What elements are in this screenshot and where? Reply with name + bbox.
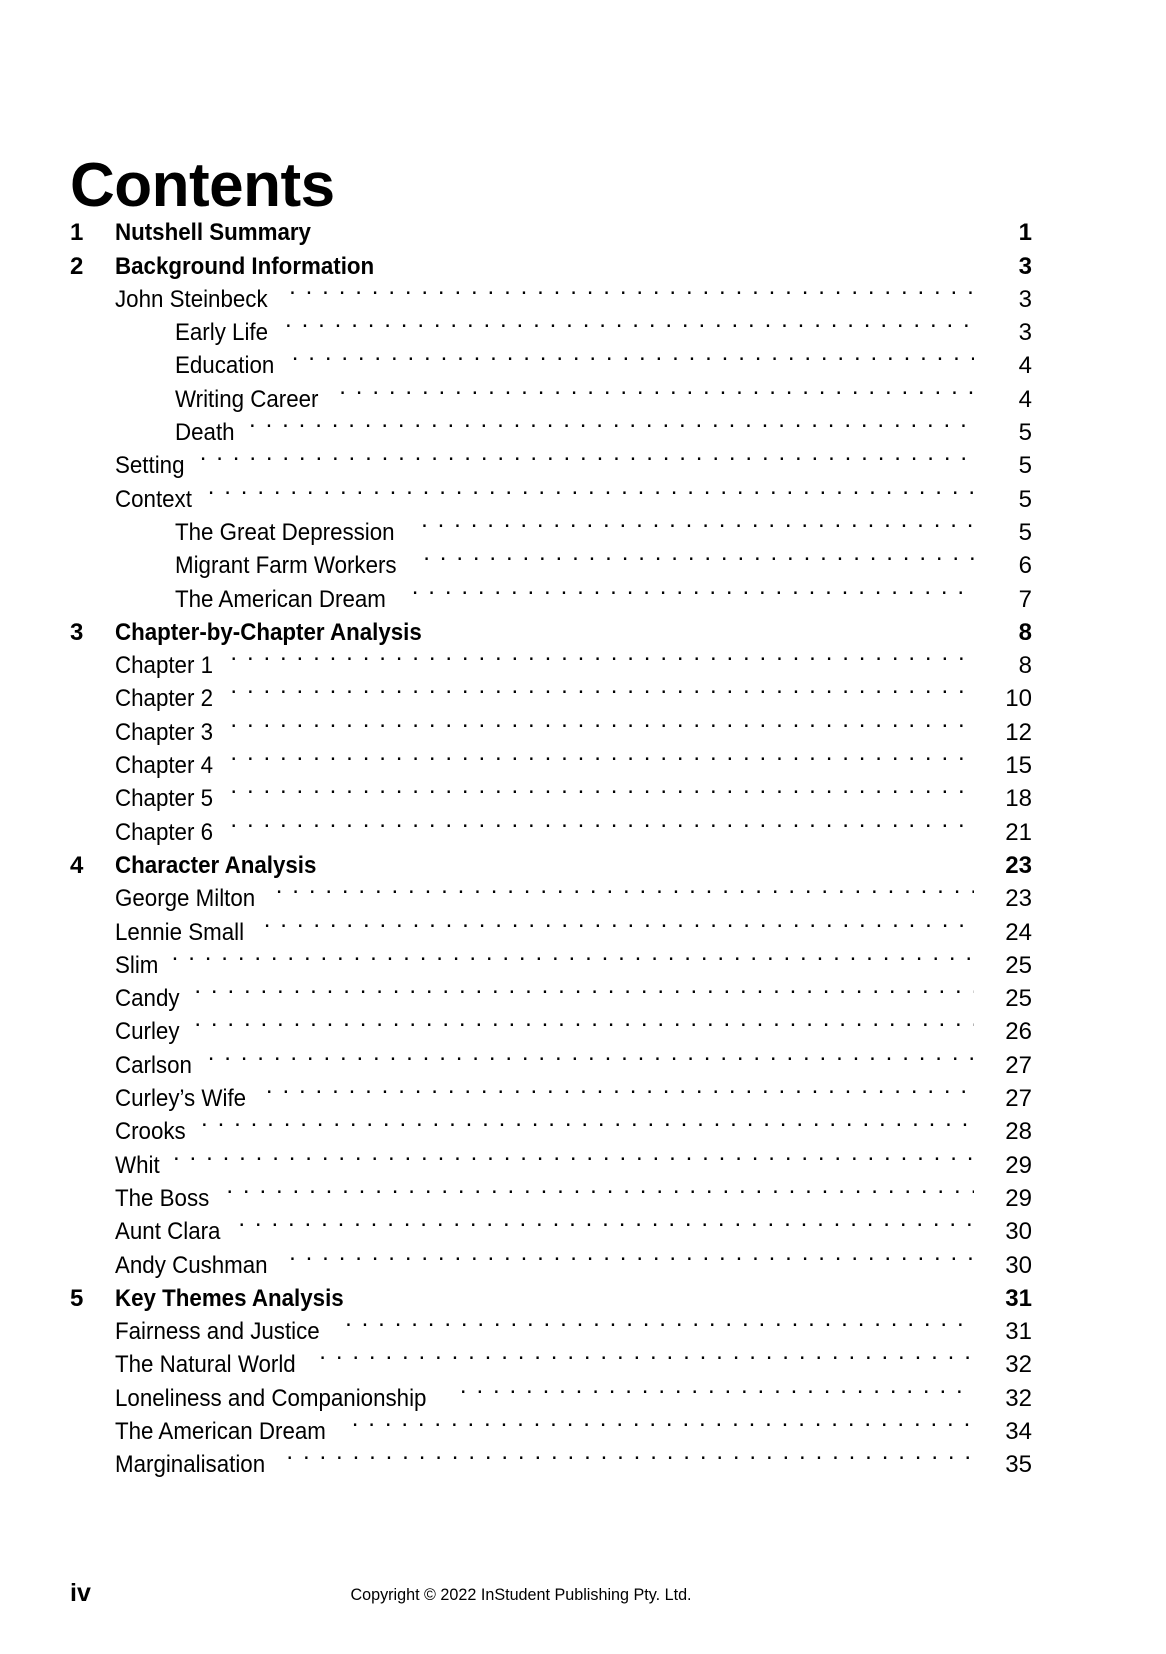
toc-entry-number: 3 [70, 618, 84, 646]
toc-entry-label: Character Analysis [115, 851, 317, 879]
toc-entry-label: Chapter 4 [115, 752, 214, 780]
toc-entry-page-number: 30 [1005, 1218, 1032, 1246]
toc-entry[interactable] [70, 940, 1032, 979]
toc-entry-label: Chapter 3 [115, 718, 214, 746]
toc-entry-page-number: 34 [1005, 1417, 1032, 1445]
toc-dot-leader [423, 540, 974, 573]
toc-entry-label: Slim [115, 951, 159, 979]
toc-entry-page-number: 31 [1005, 1318, 1032, 1346]
toc-entry-page-number: 4 [1018, 385, 1032, 413]
toc-dot-leader [230, 640, 974, 673]
toc-entry-page-number: 4 [1018, 352, 1032, 380]
toc-entry-label: Aunt Clara [115, 1218, 221, 1246]
toc-entry-page-number: 12 [1005, 718, 1032, 746]
toc-entry-number: 4 [70, 851, 84, 879]
toc-entry-label: Chapter-by-Chapter Analysis [115, 618, 422, 646]
toc-entry-page-number: 7 [1018, 585, 1032, 613]
toc-entry-label: Key Themes Analysis [115, 1284, 344, 1312]
toc-entry[interactable] [70, 1073, 1032, 1113]
toc-entry-label: The American Dream [115, 1417, 326, 1445]
toc-dot-leader [336, 207, 974, 240]
toc-entry-label: Early Life [175, 319, 269, 347]
toc-entry-label: Chapter 2 [115, 685, 214, 713]
toc-dot-leader [421, 507, 974, 540]
folio-page-number: iv [70, 1579, 91, 1607]
toc-entry-page-number: 31 [1005, 1284, 1032, 1312]
toc-entry-page-number: 32 [1005, 1351, 1032, 1379]
toc-dot-leader [201, 1106, 974, 1139]
toc-entry-label: Education [175, 352, 275, 380]
toc-entry-label: The Natural World [115, 1351, 296, 1379]
toc-dot-leader [292, 340, 974, 373]
toc-entry-page-number: 3 [1018, 319, 1032, 347]
toc-entry-label: Context [115, 485, 192, 513]
toc-dot-leader [266, 1073, 974, 1106]
toc-dot-leader [230, 773, 974, 806]
toc-dot-leader [208, 1039, 974, 1072]
toc-entry-label: Chapter 5 [115, 785, 214, 813]
toc-entry-page-number: 24 [1005, 918, 1032, 946]
toc-dot-leader [342, 840, 974, 873]
toc-entry[interactable] [70, 806, 1032, 846]
toc-entry-page-number: 8 [1018, 618, 1032, 646]
toc-dot-leader [194, 1006, 974, 1039]
toc-dot-leader [173, 1139, 974, 1172]
toc-entry-page-number: 32 [1005, 1384, 1032, 1412]
toc-dot-leader [249, 407, 974, 440]
toc-dot-leader [194, 973, 974, 1006]
toc-entry[interactable] [70, 1006, 1032, 1046]
toc-entry-page-number: 6 [1018, 552, 1032, 580]
toc-entry-page-number: 23 [1005, 851, 1032, 879]
toc-dot-leader [264, 906, 974, 939]
toc-entry-page-number: 25 [1005, 985, 1032, 1013]
toc-entry-page-number: 3 [1018, 252, 1032, 280]
toc-dot-leader [371, 1273, 974, 1306]
toc-entry-page-number: 26 [1005, 1018, 1032, 1046]
toc-entry[interactable] [70, 207, 1032, 247]
toc-entry[interactable] [70, 673, 1032, 713]
toc-dot-leader [404, 240, 974, 273]
toc-entry-label: Curley’s Wife [115, 1085, 247, 1113]
toc-dot-leader [230, 740, 974, 773]
toc-entry-page-number: 27 [1005, 1085, 1032, 1113]
copyright-notice: Copyright © 2022 InStudent Publishing Pty. Ltd. [350, 1585, 692, 1604]
toc-entry-label: Candy [115, 985, 180, 1013]
toc-entry-label: Chapter 6 [115, 818, 214, 846]
toc-entry-page-number: 23 [1005, 885, 1032, 913]
toc-dot-leader [352, 1406, 974, 1439]
toc-entry[interactable] [70, 1206, 1032, 1246]
toc-entry[interactable] [70, 507, 1032, 546]
toc-entry[interactable] [70, 1106, 1032, 1146]
toc-entry-page-number: 10 [1005, 685, 1032, 713]
toc-entry[interactable] [70, 840, 1032, 879]
toc-entry-label: Writing Career [175, 385, 319, 413]
toc-entry-page-number: 5 [1018, 518, 1032, 546]
toc-entry-label: Background Information [115, 252, 375, 280]
toc-entry-page-number: 21 [1005, 818, 1032, 846]
toc-entry-label: Whit [115, 1151, 160, 1179]
toc-entry-page-number: 30 [1005, 1251, 1032, 1279]
toc-entry-page-number: 29 [1005, 1151, 1032, 1179]
toc-entry-page-number: 1 [1018, 219, 1032, 247]
toc-entry-label: John Steinbeck [115, 285, 268, 313]
toc-entry-page-number: 27 [1005, 1051, 1032, 1079]
toc-entry[interactable] [70, 773, 1032, 813]
toc-entry-label: Crooks [115, 1118, 186, 1146]
toc-entry-label: Death [175, 419, 235, 447]
toc-entry-label: The Great Depression [175, 518, 395, 546]
toc-entry[interactable] [70, 740, 1032, 780]
toc-entry-page-number: 8 [1018, 652, 1032, 680]
toc-entry-page-number: 5 [1018, 452, 1032, 480]
toc-dot-leader [460, 1372, 974, 1405]
toc-dot-leader [230, 706, 974, 739]
toc-entry-label: Loneliness and Companionship [115, 1384, 427, 1412]
toc-dot-leader [339, 373, 974, 406]
toc-entry[interactable] [70, 706, 1032, 746]
toc-dot-leader [238, 1206, 974, 1239]
toc-entry-number: 5 [70, 1284, 84, 1312]
toc-entry-label: The Boss [115, 1184, 210, 1212]
toc-entry-page-number: 35 [1005, 1451, 1032, 1479]
toc-entry-page-number: 18 [1005, 785, 1032, 813]
toc-entry-page-number: 28 [1005, 1118, 1032, 1146]
toc-entry-page-number: 3 [1018, 285, 1032, 313]
toc-dot-leader [226, 1173, 974, 1206]
toc-entry-label: Nutshell Summary [115, 219, 311, 247]
toc-entry-label: Setting [115, 452, 185, 480]
toc-dot-leader [286, 1439, 974, 1472]
toc-entry-label: Andy Cushman [115, 1251, 268, 1279]
toc-dot-leader [276, 873, 974, 906]
toc-dot-leader [208, 473, 974, 506]
toc-entry-label: Lennie Small [115, 918, 245, 946]
toc-dot-leader [289, 1239, 974, 1272]
toc-entry-page-number: 5 [1018, 485, 1032, 513]
page-footer [70, 1578, 1032, 1608]
toc-dot-leader [285, 307, 974, 340]
toc-entry-page-number: 5 [1018, 419, 1032, 447]
toc-entry[interactable] [70, 1173, 1032, 1212]
toc-entry-label: George Milton [115, 885, 256, 913]
toc-entry-page-number: 25 [1005, 951, 1032, 979]
toc-entry[interactable] [70, 1139, 1032, 1179]
toc-dot-leader [230, 806, 974, 839]
toc-entry-number: 1 [70, 219, 84, 247]
table-of-contents-list [70, 207, 1032, 1479]
toc-entry-label: Migrant Farm Workers [175, 552, 397, 580]
toc-dot-leader [345, 1306, 974, 1339]
toc-dot-leader [200, 440, 974, 473]
toc-dot-leader [289, 274, 974, 307]
toc-entry-label: The American Dream [175, 585, 386, 613]
toc-entry-label: Fairness and Justice [115, 1318, 320, 1346]
toc-entry-label: Carlson [115, 1051, 192, 1079]
toc-entry-label: Marginalisation [115, 1451, 266, 1479]
toc-entry-number: 2 [70, 252, 84, 280]
page-title: Contents [70, 150, 335, 220]
toc-entry-label: Chapter 1 [115, 652, 214, 680]
toc-dot-leader [412, 573, 974, 606]
toc-entry[interactable] [70, 473, 1032, 513]
toc-entry[interactable] [70, 440, 1032, 480]
toc-dot-leader [230, 673, 974, 706]
toc-dot-leader [172, 940, 974, 973]
toc-entry-page-number: 29 [1005, 1184, 1032, 1212]
toc-entry-page-number: 15 [1005, 752, 1032, 780]
toc-entry-label: Curley [115, 1018, 180, 1046]
toc-entry[interactable] [70, 973, 1032, 1013]
toc-dot-leader [455, 607, 974, 640]
toc-entry[interactable] [70, 1039, 1032, 1079]
toc-dot-leader [319, 1339, 974, 1372]
